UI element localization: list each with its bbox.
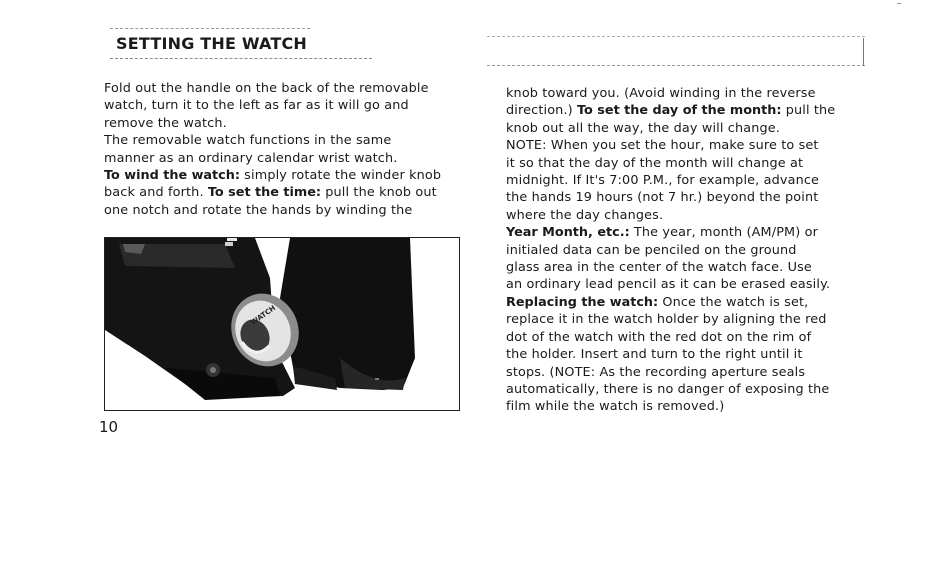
- text-run: it so that the day of the month will change at: [506, 155, 804, 171]
- text-run: film while the watch is removed.): [506, 399, 725, 415]
- text-run: an ordinary lead pencil as it can be erased easily.: [506, 277, 831, 293]
- text-line: [104, 184, 441, 201]
- bold-run: Replacing the watch:: [506, 294, 659, 310]
- text-run: simply rotate the winder knob: [239, 168, 442, 184]
- text-run: initialed data can be penciled on the ground: [506, 242, 797, 258]
- text-run: the hands 19 hours (not 7 hr.) beyond the point: [506, 190, 819, 206]
- text-run: direction.): [506, 103, 578, 119]
- watch-removal-photo: [104, 237, 460, 411]
- text-line: [506, 224, 835, 241]
- text-run: dot of the watch with the red dot on the rim of: [506, 329, 812, 345]
- text-line: [104, 97, 441, 114]
- text-line: [506, 189, 835, 206]
- text-line: [104, 150, 441, 167]
- text-line: [104, 202, 441, 219]
- text-line: [506, 137, 835, 154]
- bold-run: To wind the watch:: [104, 168, 240, 184]
- text-run: NOTE: When you set the hour, make sure to set: [506, 138, 819, 154]
- right-column-text: [506, 85, 835, 416]
- text-run: The year, month (AM/PM) or: [629, 225, 818, 241]
- text-line: [506, 329, 835, 346]
- text-run: where the day changes.: [506, 207, 664, 223]
- text-line: [104, 132, 441, 149]
- text-line: [506, 346, 835, 363]
- right-rule-bottom: [487, 65, 865, 66]
- text-run: glass area in the center of the watch face. Use: [506, 260, 812, 276]
- text-run: replace it in the watch holder by aligning the red: [506, 312, 827, 328]
- text-run: Once the watch is set,: [658, 294, 809, 310]
- text-line: [506, 364, 835, 381]
- text-run: one notch and rotate the hands by winding the: [104, 202, 413, 218]
- text-run: knob out all the way, the day will change.: [506, 120, 781, 136]
- bold-run: To set the day of the month:: [577, 103, 782, 119]
- text-line: [506, 102, 835, 119]
- text-run: the holder. Insert and turn to the right until it: [506, 347, 803, 363]
- right-rule-top: [487, 36, 865, 37]
- text-line: [104, 115, 441, 132]
- page-number: 10: [99, 418, 119, 436]
- page-title: SETTING THE WATCH: [116, 34, 308, 53]
- corner-mark: [897, 3, 901, 4]
- text-run: remove the watch.: [104, 115, 227, 131]
- text-run: Fold out the handle on the back of the removable: [104, 81, 429, 96]
- text-line: [104, 167, 441, 184]
- text-run: knob toward you. (Avoid winding in the reverse: [506, 86, 816, 101]
- text-line: [506, 85, 835, 102]
- bold-run: To set the time:: [207, 185, 322, 201]
- text-line: [506, 207, 835, 224]
- text-run: stops. (NOTE: As the recording aperture seals: [506, 364, 806, 380]
- text-line: [506, 294, 835, 311]
- text-run: pull the knob out: [321, 185, 437, 201]
- text-line: [506, 172, 835, 189]
- text-run: manner as an ordinary calendar wrist watch.: [104, 150, 398, 166]
- text-line: [506, 381, 835, 398]
- heading-underline: [110, 58, 372, 59]
- text-run: automatically, there is no danger of exposing the: [506, 381, 830, 397]
- text-line: [506, 259, 835, 276]
- text-line: [506, 155, 835, 172]
- heading-rule-top: [110, 28, 310, 29]
- text-line: [506, 311, 835, 328]
- text-run: pull the: [781, 103, 836, 119]
- text-line: [506, 398, 835, 415]
- text-run: The removable watch functions in the same: [104, 133, 392, 149]
- text-line: [506, 276, 835, 293]
- left-column-text: [104, 80, 441, 219]
- text-run: back and forth.: [104, 185, 208, 201]
- photo-illustration: [105, 238, 459, 410]
- right-rule-side: [863, 38, 864, 66]
- text-run: watch, turn it to the left as far as it will go and: [104, 98, 409, 114]
- text-run: midnight. If It's 7:00 P.M., for example, advance: [506, 173, 820, 189]
- bold-run: Year Month, etc.:: [506, 225, 630, 241]
- text-line: [104, 80, 441, 97]
- text-line: [506, 120, 835, 137]
- text-line: [506, 242, 835, 259]
- watch-dial-text: WATCH: [249, 303, 278, 327]
